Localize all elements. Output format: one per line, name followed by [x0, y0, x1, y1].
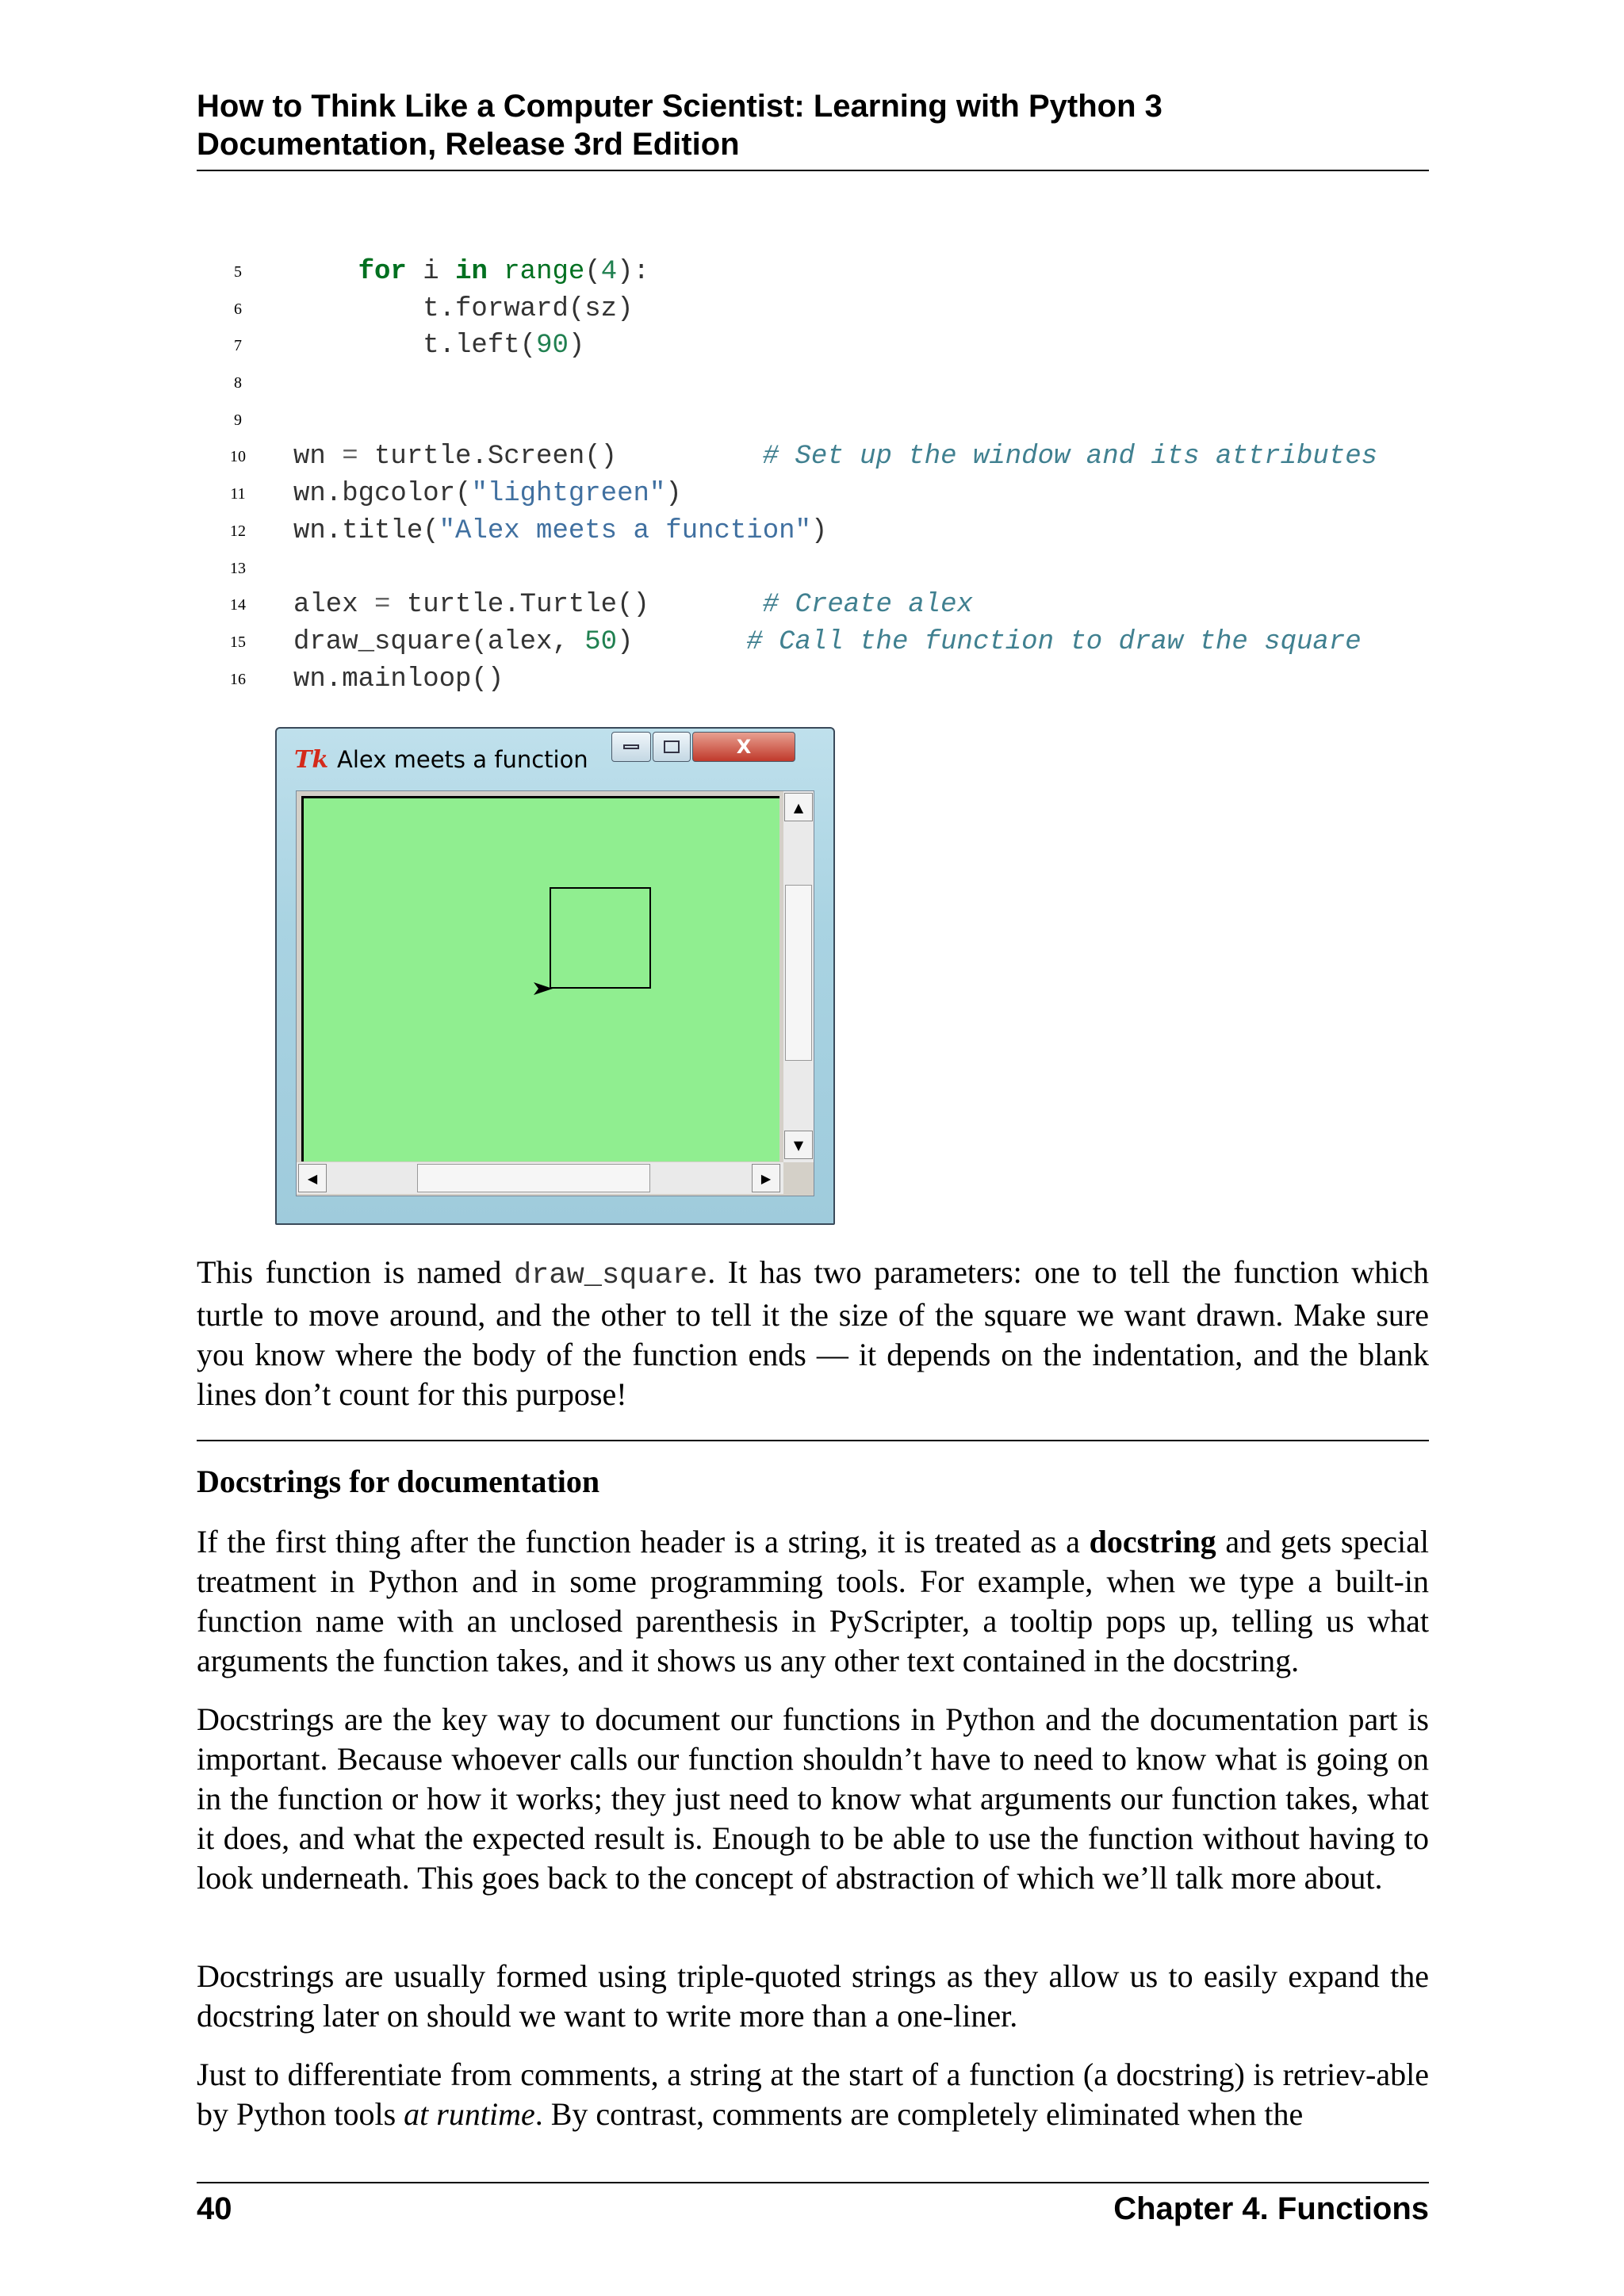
code-token: for — [358, 257, 407, 287]
code-token: "lightgreen" — [471, 479, 666, 510]
paragraph-docstring-importance: Docstrings are the key way to document our functions in Python and the documentation part is important. Because whoever calls our function shouldn’t have to need to know what is going on in the function or how it works; they just need to know what arguments our function takes, what it does, and what the expected result is. Enough to be able to use the function without having to look underneath. This goes back to the concept of abstraction of which we’ll talk more about. — [197, 1701, 1429, 1896]
arrow-left-icon: ◀ — [307, 1170, 318, 1186]
line-number: 13 — [230, 559, 246, 577]
maximize-button[interactable] — [653, 732, 691, 762]
code-token: draw_square(alex, — [293, 626, 585, 657]
code-token: ) — [665, 479, 682, 510]
code-line — [0, 402, 1624, 439]
code-token: ): — [617, 257, 649, 287]
arrow-up-icon: ▲ — [793, 799, 804, 815]
code-text — [293, 291, 633, 328]
code-token: turtle.Screen() — [358, 442, 763, 473]
arrow-down-icon: ▼ — [793, 1137, 804, 1153]
para2-text-end: and gets special treatment in Python and in some programming tools. For example, when we type a built-in function name with an unclosed parenthesis in PyScripter, a tooltip pops up, telling us what arguments the function takes, and it shows us any other text contained in the docstring. — [197, 1524, 1430, 1678]
code-line — [0, 476, 1624, 513]
turtle-window — [275, 727, 835, 1225]
section-rule — [197, 1440, 1429, 1441]
scroll-right-button[interactable] — [752, 1164, 780, 1192]
para1-text-start: This function is named — [197, 1254, 514, 1290]
code-line — [0, 365, 1624, 402]
line-number: 14 — [230, 596, 246, 614]
code-token: = — [342, 442, 358, 473]
maximize-icon — [664, 740, 680, 753]
code-line — [0, 661, 1624, 698]
code-token: ) — [810, 515, 828, 546]
code-line — [0, 550, 1624, 587]
code-line — [0, 327, 1624, 365]
code-token: turtle.Turtle() — [390, 590, 763, 621]
code-text — [293, 587, 973, 624]
code-token: 4 — [600, 257, 618, 287]
line-number: 12 — [230, 522, 246, 540]
inline-code-draw-square: draw_square — [513, 1259, 708, 1292]
code-token: wn.mainloop() — [293, 664, 504, 695]
code-line — [0, 624, 1624, 661]
term-docstring: docstring — [1089, 1524, 1216, 1559]
line-number: 10 — [230, 448, 246, 466]
code-token: in — [455, 257, 488, 287]
line-number: 15 — [230, 633, 246, 651]
paragraph-draw-square — [197, 1253, 1429, 1414]
chapter-label: Chapter 4. Functions — [1113, 2191, 1429, 2226]
code-token: wn.bgcolor( — [293, 479, 472, 510]
code-line — [0, 587, 1624, 624]
code-token: ) — [568, 331, 585, 362]
code-text — [293, 438, 1377, 476]
arrow-right-icon: ▶ — [760, 1170, 772, 1186]
line-number: 9 — [234, 411, 242, 429]
scroll-down-button[interactable] — [784, 1131, 813, 1159]
turtle-canvas — [301, 796, 779, 1161]
vertical-scroll-thumb[interactable] — [785, 885, 812, 1061]
code-text — [293, 476, 682, 513]
code-token — [293, 257, 358, 287]
minimize-button[interactable] — [611, 732, 651, 762]
code-listing — [0, 254, 1624, 698]
code-token: # Create alex — [762, 590, 973, 621]
page-number: 40 — [197, 2191, 232, 2226]
drawn-square — [550, 887, 651, 989]
para5-text-end: . By contrast, comments are completely eliminated when the — [534, 2096, 1304, 2132]
section-title: Docstrings for documentation — [197, 1464, 600, 1499]
code-token: = — [374, 590, 391, 621]
line-number: 8 — [234, 374, 242, 392]
code-text — [293, 254, 649, 291]
code-token: wn — [293, 442, 343, 473]
code-token: alex — [293, 590, 375, 621]
code-token — [488, 257, 504, 287]
footer-rule — [197, 2182, 1429, 2183]
para5-text-start: Just to differentiate from comments, a string at the start of a function (a docstring) is retriev-able by Python tools — [197, 2057, 1429, 2132]
line-number: 16 — [230, 670, 246, 688]
code-line — [0, 254, 1624, 291]
code-line — [0, 291, 1624, 328]
paragraph-runtime — [197, 2055, 1429, 2134]
horizontal-scroll-thumb[interactable] — [417, 1164, 650, 1192]
para1-text-end: . It has two parameters: one to tell the function which turtle to move around, and the other to tell it the size of the square we want drawn. Make sure you know where the body of the function ends — it depends on the indentation, and the blank lines don’t count for this purpose! — [197, 1254, 1429, 1412]
horizontal-scrollbar[interactable] — [297, 1162, 783, 1194]
turtle-arrow-icon — [534, 979, 553, 998]
header-line-2: Documentation, Release 3rd Edition — [197, 127, 740, 162]
window-client-area — [296, 790, 814, 1196]
code-token: i — [406, 257, 456, 287]
code-text — [293, 661, 504, 698]
code-token: wn.title( — [293, 515, 439, 546]
code-token: t.left( — [293, 331, 537, 362]
code-token: 50 — [584, 626, 618, 657]
code-line — [0, 513, 1624, 550]
line-number: 11 — [230, 485, 246, 503]
scroll-up-button[interactable] — [784, 793, 813, 821]
code-line — [0, 438, 1624, 476]
header-line-1: How to Think Like a Computer Scientist: Learning with Python 3 — [197, 89, 1162, 124]
line-number: 7 — [234, 337, 242, 355]
minimize-icon — [623, 744, 639, 749]
close-button[interactable] — [692, 732, 795, 762]
paragraph-docstring-intro — [197, 1522, 1429, 1681]
code-token: ) — [617, 626, 747, 657]
code-text — [293, 513, 827, 550]
code-token: # Set up the window and its attributes — [762, 442, 1378, 473]
code-text — [293, 624, 1362, 661]
vertical-scrollbar[interactable] — [783, 791, 814, 1162]
close-icon: X — [736, 736, 752, 758]
running-header — [197, 87, 1429, 163]
code-token: range — [504, 257, 585, 287]
code-text — [293, 327, 584, 365]
code-token: # Call the function to draw the square — [746, 626, 1362, 657]
window-title: Alex meets a function — [337, 746, 588, 773]
line-number: 5 — [234, 263, 242, 281]
code-token: 90 — [536, 331, 569, 362]
code-token: t.forward(sz) — [293, 293, 634, 324]
para2-text-start: If the first thing after the function header is a string, it is treated as a — [197, 1524, 1090, 1559]
scroll-left-button[interactable] — [298, 1164, 327, 1192]
code-token: "Alex meets a function" — [439, 515, 811, 546]
tk-icon: Tk — [294, 746, 329, 774]
code-token: ( — [584, 257, 601, 287]
header-rule — [197, 170, 1429, 171]
emphasis-at-runtime: at runtime — [404, 2096, 535, 2132]
paragraph-triple-quoted: Docstrings are usually formed using triple-quoted strings as they allow us to easily expand the docstring later on should we want to write more than a one-liner. — [197, 1958, 1429, 2034]
line-number: 6 — [234, 300, 242, 318]
